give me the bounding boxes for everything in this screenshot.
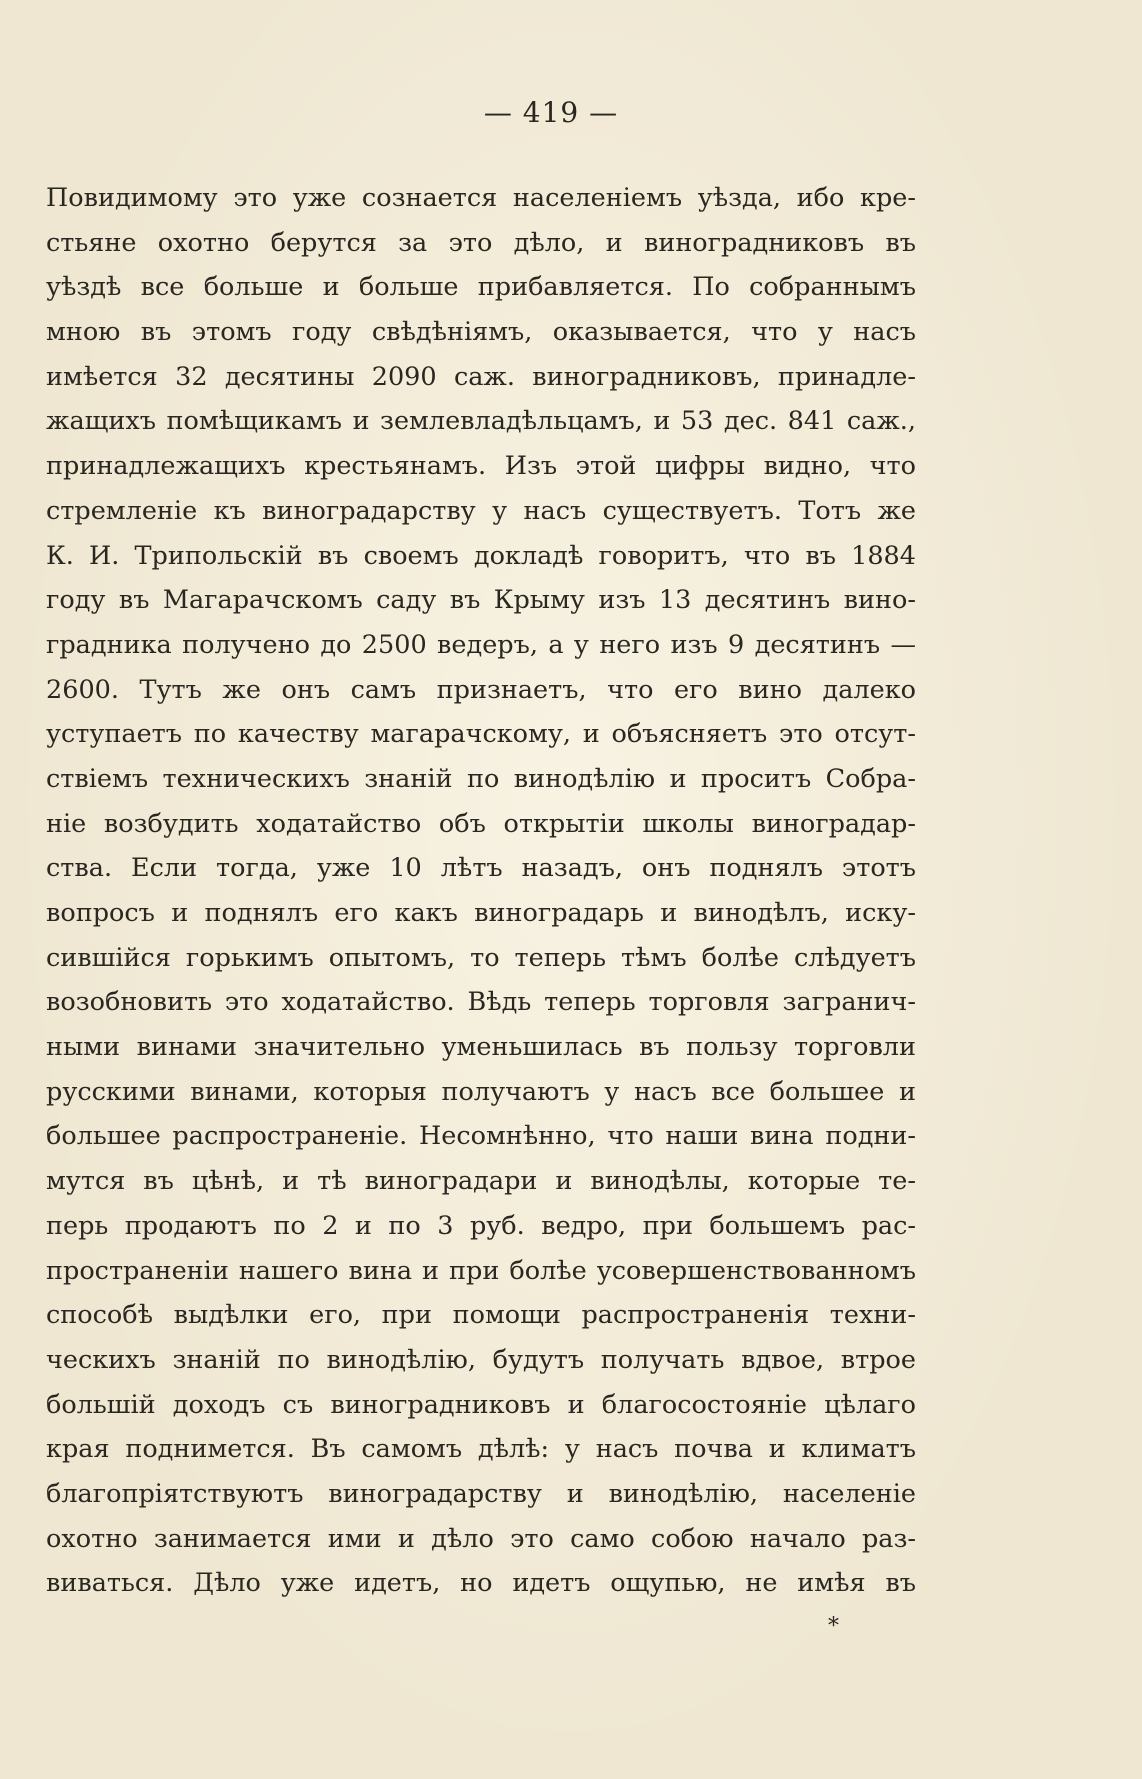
text-line: мною въ этомъ году свѣдѣніямъ, оказывается, что у насъ <box>46 317 916 348</box>
signature-mark: * <box>828 1614 839 1639</box>
text-line: сившійся горькимъ опытомъ, то теперь тѣмъ болѣе слѣдуетъ <box>46 942 916 973</box>
text-line: русскими винами, которыя получаютъ у насъ все большее и <box>46 1076 916 1107</box>
text-line: стьяне охотно берутся за это дѣло, и виноградниковъ въ <box>46 227 916 258</box>
text-line: благопріятствуютъ виноградарству и винодѣлію, населеніе <box>46 1478 916 1509</box>
text-line: пространеніи нашего вина и при болѣе усовершенствованномъ <box>46 1255 916 1286</box>
text-line: охотно занимается ими и дѣло это само собою начало раз- <box>46 1523 916 1554</box>
text-line: возобновить это ходатайство. Вѣдь теперь торговля загранич- <box>46 987 916 1018</box>
text-line: ными винами значительно уменьшилась въ пользу торговли <box>46 1032 916 1063</box>
text-line: ческихъ знаній по винодѣлію, будутъ получать вдвое, втрое <box>46 1344 916 1375</box>
page-number: — 419 — <box>483 96 619 129</box>
text-line: ства. Если тогда, уже 10 лѣтъ назадъ, онъ поднялъ этотъ <box>46 853 916 884</box>
text-line: большій доходъ съ виноградниковъ и благосостояніе цѣлаго <box>46 1389 916 1420</box>
text-line: 2600. Тутъ же онъ самъ признаетъ, что его вино далеко <box>46 674 916 705</box>
text-line: перь продаютъ по 2 и по 3 руб. ведро, при большемъ рас- <box>46 1210 916 1241</box>
text-line: уѣздѣ все больше и больше прибавляется. По собраннымъ <box>46 272 916 303</box>
text-line: стремленіе къ виноградарству у насъ существуетъ. Тотъ же <box>46 495 916 526</box>
text-line: градника получено до 2500 ведеръ, а у него изъ 9 десятинъ — <box>46 629 916 660</box>
text-line: края поднимется. Въ самомъ дѣлѣ: у насъ почва и климатъ <box>46 1434 916 1465</box>
text-line: уступаетъ по качеству магарачскому, и объясняетъ это отсут- <box>46 719 916 750</box>
text-line: К. И. Трипольскій въ своемъ докладѣ говоритъ, что въ 1884 <box>46 540 916 571</box>
text-line: году въ Магарачскомъ саду въ Крыму изъ 13 десятинъ вино- <box>46 585 916 616</box>
text-line: Повидимому это уже сознается населеніемъ уѣзда, ибо кре- <box>46 183 916 213</box>
text-line: мутся въ цѣнѣ, и тѣ виноградари и винодѣлы, которые те- <box>46 1166 916 1197</box>
body-text <box>46 176 916 1606</box>
text-line: жащихъ помѣщикамъ и землевладѣльцамъ, и 53 дес. 841 саж., <box>46 406 916 437</box>
text-line: большее распространеніе. Несомнѣнно, что наши вина подни- <box>46 1121 916 1152</box>
text-line: виваться. Дѣло уже идетъ, но идетъ ощупью, не имѣя въ <box>46 1568 916 1599</box>
text-line: принадлежащихъ крестьянамъ. Изъ этой цифры видно, что <box>46 451 916 482</box>
text-line: имѣется 32 десятины 2090 саж. виноградниковъ, принадле- <box>46 361 916 392</box>
text-line: способѣ выдѣлки его, при помощи распространенія техни- <box>46 1300 916 1331</box>
text-line: ніе возбудить ходатайство объ открытіи школы виноградар- <box>46 808 916 839</box>
text-line: ствіемъ техническихъ знаній по винодѣлію и проситъ Собра- <box>46 763 916 794</box>
text-line: вопросъ и поднялъ его какъ виноградарь и винодѣлъ, иску- <box>46 898 916 928</box>
